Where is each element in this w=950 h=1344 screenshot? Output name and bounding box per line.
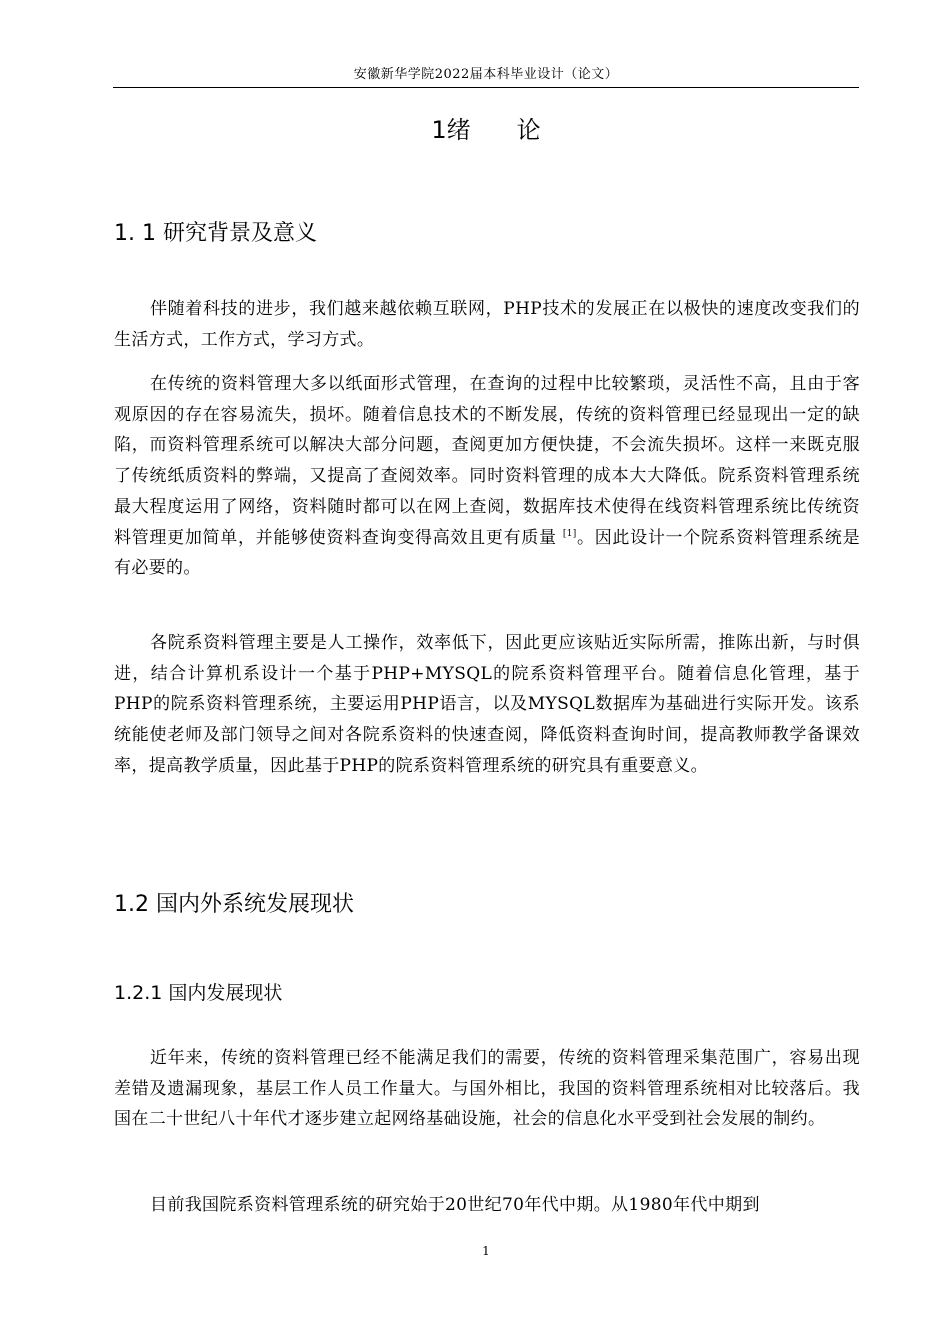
paragraph-1-1-b xyxy=(114,369,860,584)
chapter-title-part2: 论 xyxy=(516,116,541,144)
running-header: 安徽新华学院2022届本科毕业设计（论文） xyxy=(353,67,619,82)
section-heading-1-2: 1.2 国内外系统发展现状 xyxy=(114,892,354,917)
paragraph-1-1-c: 各院系资料管理主要是人工操作，效率低下，因此更应该贴近实际所需，推陈出新，与时俱进，结合计算机系设计一个基于PHP+MYSQL的院系资料管理平台。随着信息化管理，基于PHP的院系资料管理系统，主要运用PHP语言，以及MYSQL数据库为基础进行实际开发。该系统能使老师及部门领导之间对各院系资料的快速查阅，降低资料查询时间，提高教师教学备课效率，提高教学质量，因此基于PHP的院系资料管理系统的研究具有重要意义。 xyxy=(114,633,860,776)
paragraph-text: 。因此设计一个院系资料管理系统是有必要的。 xyxy=(114,527,860,579)
chapter-title-part1: 绪 xyxy=(446,116,471,144)
section-heading-1-2-1: 1.2.1 国内发展现状 xyxy=(114,982,283,1004)
header-rule xyxy=(113,87,859,88)
chapter-number: 1 xyxy=(431,116,447,144)
paragraph-1-1-a: 伴随着科技的进步，我们越来越依赖互联网，PHP技术的发展正在以极快的速度改变我们的生活方式，工作方式，学习方式。 xyxy=(114,299,860,350)
chapter-title xyxy=(113,112,859,148)
paragraph-1-2-1-b: 目前我国院系资料管理系统的研究始于20世纪70年代中期。从1980年代中期到 xyxy=(150,1195,760,1215)
paragraph-text: 在传统的资料管理大多以纸面形式管理，在查询的过程中比较繁琐，灵活性不高，且由于客观原因的存在容易流失，损坏。随着信息技术的不断发展，传统的资料管理已经显现出一定的缺陷，而资料管理系统可以解决大部分问题，查阅更加方便快捷，不会流失损坏。这样一来既克服了传统纸质资料的弊端，又提高了查阅效率。同时资料管理的成本大大降低。院系资料管理系统最大程度运用了网络，资料随时都可以在网上查阅，数据库技术使得在线资料管理系统比传统资料管理更加简单，并能够使资料查询变得高效且更有质量 xyxy=(114,374,860,548)
page-number: 1 xyxy=(482,1244,490,1258)
section-heading-1-1: 1. 1 研究背景及意义 xyxy=(114,221,317,246)
paragraph-1-2-1-a: 近年来，传统的资料管理已经不能满足我们的需要，传统的资料管理采集范围广，容易出现差错及遗漏现象，基层工作人员工作量大。与国外相比，我国的资料管理系统相对比较落后。我国在二十世纪八十年代才逐步建立起网络基础设施，社会的信息化水平受到社会发展的制约。 xyxy=(114,1048,860,1130)
citation-ref[interactable]: [1] xyxy=(562,528,577,539)
